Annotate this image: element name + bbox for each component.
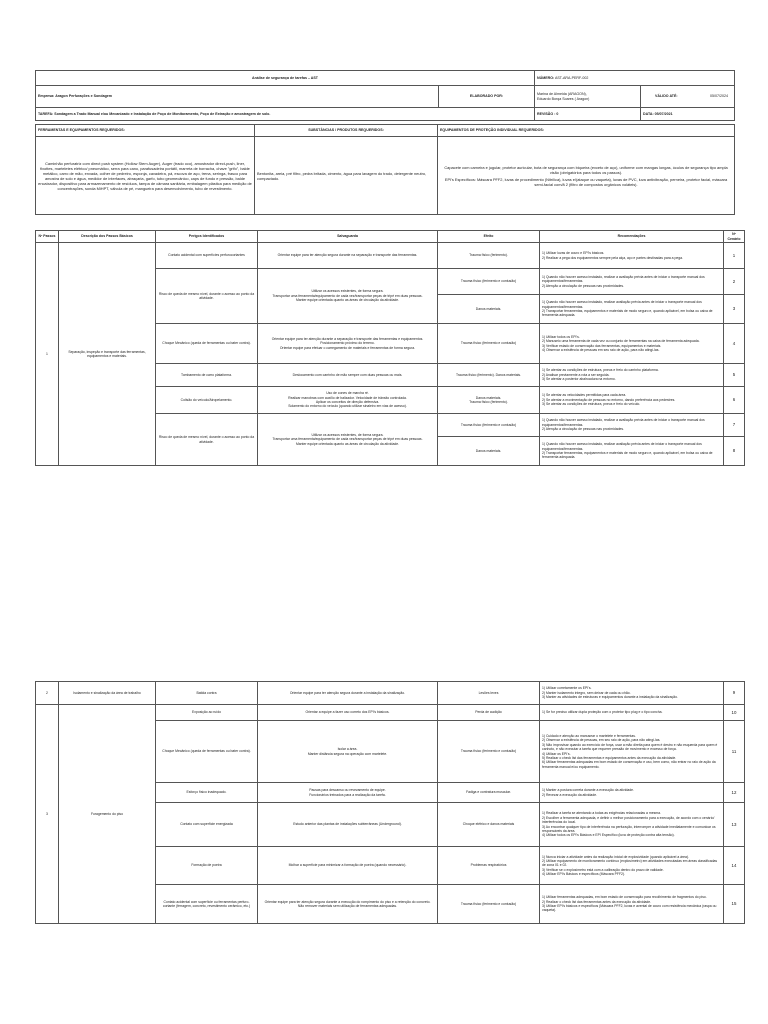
table-row	[36, 243, 745, 269]
safeguard-cell: Utilizar os acessos existentes, de forma segura. Transportar uma ferramenta/equipamento de cada vez/transportar peças de tripé em duas pessoas. Manter equipe orientada quanto as áreas de circulação da atividade.	[258, 414, 438, 466]
step-description: Isolamento e sinalização da área de trabalho	[59, 682, 156, 705]
tarefa: TAREFA: Sondagem a Trado Manual e/ou Mecanizado e Instalação de Poço de Monitoramento, Poço de Extração e amostragem de solo.	[36, 108, 535, 121]
header-table	[35, 70, 735, 121]
hazard-cell: Tombamento de carro plataforma.	[156, 364, 258, 387]
hazard-cell: Contato acidental com superfície ou ferramentas perfuro-cortante (ferragem, concreto, revestimento cerâmico, etc.)	[156, 885, 258, 924]
table-row	[36, 705, 745, 721]
document-title: Análise de segurança de tarefas – AST	[36, 71, 535, 86]
effect-cell: Fadiga e contratura muscular.	[438, 783, 540, 803]
safeguard-cell: Orientar equipe para ter atenção segura durante na separação e transporte das ferramentas.	[258, 243, 438, 269]
requirements-table	[35, 124, 735, 215]
effect-cell: Trauma físico (ferimento e contusão)	[438, 885, 540, 924]
empresa: Empresa: Aragon Perfurações e Sondagem	[36, 86, 439, 108]
recommendation-cell: 1) Utilizar luvas de couro e EPI's básicos. 2) Realizar a pega dos equipamentos sempre pela alça, aço e partes destinadas para a pega.	[540, 243, 724, 269]
recommendation-cell: 1) Nunca iniciar a atividade antes da realização inicial de explosividade (quando aplicável a área). 2) Utilizar equipamento de monitoramento contínuo (explosímetro) em atividades executadas em áreas classificadas de zona 01 e 02. 3) Verificar se o explosímetro está com a calibração dentro do prazo de validade. 4) Utilizar EPI's Básicos e específicos (Máscara PFF2).	[540, 847, 724, 885]
ferramentas-label: FERRAMENTAS E EQUIPAMENTOS REQUERIDOS:	[36, 125, 255, 137]
document-number: NÚMERO: AST-ARA-PERF-002	[535, 71, 735, 86]
recommendation-cell: 1) Quando não houver acesso instalado, realizar avaliação prévia antes de iniciar o transporte manual dos equipamentos/ferramentas. 2) Transportar ferramentas, equipamentos e materiais de modo seguro e, quando aplicável, em bolsa ou caixa de ferramenta adequada.	[540, 295, 724, 324]
step-number: 1	[36, 243, 59, 466]
scenario-number: 8	[724, 437, 745, 466]
scenario-number: 15	[724, 885, 745, 924]
recommendation-cell: 1) Se for preciso utilizar dupla proteção com o protetor tipo plug e o tipo concha.	[540, 705, 724, 721]
substancias-label: SUBSTÂNCIAS / PRODUTOS REQUERIDOS:	[255, 125, 438, 137]
recommendation-cell: 1) Cuidado e atenção ao manusear o martelete e ferramentas. 2) Observar a existência de pessoas, em seu raio de ação, para não atingi-las. 3) Não improvisar quando ao exercício de força, usar a mão direita para quem é destro e não esquerda para quem é canhoto, e não executar a tarefa que requerer pressão de movimento e excesso de força. 4) Utilizar os EPI's. 5) Realizar o check list das ferramentas e equipamentos antes da execução da atividade. 6) Utilizar ferramentas adequadas em bom estado de conservação e uso, bem como, não entrar no raio de ação da ferramenta manual e/ou equipamento.	[540, 721, 724, 783]
scenario-number: 4	[724, 324, 745, 364]
scenario-number: 13	[724, 803, 745, 847]
scenario-number: 9	[724, 682, 745, 705]
safeguard-cell: Estudo anterior das plantas de instalações subterrâneas (Underground).	[258, 803, 438, 847]
table-row	[36, 682, 745, 705]
safeguard-cell: Molhar a superfície para minimizar a formação de poeira (quando necessário).	[258, 847, 438, 885]
hazard-cell: Formação de poeira	[156, 847, 258, 885]
safeguard-cell: Isolar a área. Manter distância segura na operação com martelete.	[258, 721, 438, 783]
effect-cell: Trauma físico (ferimento).	[438, 243, 540, 269]
col-efeito: Efeito	[438, 231, 540, 243]
recommendation-cell: 1) Quando não houver acesso instalado, realizar avaliação prévia antes de iniciar o transporte manual dos equipamentos/ferramentas. 2) Transportar ferramentas, equipamentos e materiais de modo seguro e, quando aplicável, em bolsa ou caixa de ferramenta adequada.	[540, 437, 724, 466]
hazard-cell: Choque Mecânico (queda de ferramentas ou bater contra).	[156, 721, 258, 783]
effect-cell: Trauma físico (ferimento). Danos materiais.	[438, 364, 540, 387]
scenario-number: 3	[724, 295, 745, 324]
scenario-number: 14	[724, 847, 745, 885]
safeguard-cell: Orientar equipe para ter atenção segura durante a instalação da sinalização.	[258, 682, 438, 705]
effect-cell: Trauma físico (ferimento e contusão)	[438, 721, 540, 783]
safeguard-cell: Pausas para descanso ou revezamento de equipe. Funcionários treinados para a realização da tarefa.	[258, 783, 438, 803]
safeguard-cell: Deslocamento com carrinho de mão sempre com duas pessoas ou mais.	[258, 364, 438, 387]
scenario-number: 12	[724, 783, 745, 803]
recommendation-cell: 1) Se atentar as velocidades permitidas para cada área. 2) Se atentar a movimentação de pessoas no entorno, dando preferência aos pedestres. 3) Se atentar as condições de estrutura, pneus e freio do veículo.	[540, 387, 724, 414]
scenario-number: 7	[724, 414, 745, 437]
epi-label: EQUIPAMENTOS DE PROTEÇÃO INDIVIDUAL REQUERIDOS:	[438, 125, 735, 137]
scenario-table-2	[35, 681, 737, 924]
effect-cell: Problemas respiratórios	[438, 847, 540, 885]
col-recomendacoes: Recomendações	[540, 231, 724, 243]
recommendation-cell: 1) Utilizar ferramentas adequadas, em bom estado de conservação para recolhimento de fragmentos do piso. 2) Realizar o check list das ferramentas antes da execução da atividade. 3) Utilizar EPI's básicos e específicos (Máscara PFF2, luvas e avental de couro com resistência mecânica (raspa ou vaqueta).	[540, 885, 724, 924]
safeguard-cell: Orientar a equipe a fazer uso correto dos EPI's básicos.	[258, 705, 438, 721]
recommendation-cell: 1) Quando não houver acesso instalado, realizar a avaliação prévia antes de iniciar o transporte manual dos equipamentos/ferramentas. 2) Atenção a circulação de pessoas nas proximidades.	[540, 269, 724, 295]
scenario-number: 10	[724, 705, 745, 721]
safeguard-cell: Orientar equipe para ter atenção segura durante a execução do rompimento do piso e a retenção do concreto. Não remover materiais sem utilização de ferramentas adequadas.	[258, 885, 438, 924]
recommendation-cell: 1) Utilizar todos os EPI's. 2) Manuseio uma ferramenta de cada vez ou conjunto de ferramentas na caixa de ferramenta adequada. 3) Verificar estado de conservação das ferramentas, equipamentos e materiais. 4) Observar a existência de pessoas em seu raio de ação, para não atingi-las.	[540, 324, 724, 364]
effect-cell: Trauma físico (ferimento e contusão)	[438, 269, 540, 295]
validade: VÁLIDO ATÉ: 05/07/2024	[641, 86, 735, 108]
scenario-table-1	[35, 230, 741, 466]
safeguard-cell: Utilizar os acessos existentes, de forma segura. Transportar uma ferramenta/equipamento de cada vez/transportar peças de tripé em duas pessoas. Manter equipe orientada quanto as áreas de circulação da atividade.	[258, 269, 438, 324]
recommendation-cell: 1) Se atentar as condições de estrutura, pneus e freio do carrinho plataforma. 2) Analisar previamente a rota a ser seguida. 3) Se atentar a posterior abalroadura na entorno.	[540, 364, 724, 387]
hazard-cell: Choque Mecânico (queda de ferramentas ou bater contra).	[156, 324, 258, 364]
recommendation-cell: 1) Realizar a tarefa se atentando a todas as exigências relacionadas a mesma. 2) Escolher a ferramenta adequada, e definir o melhor posicionamento para a execução, de acordo com o cenário/ interferências do local. 3) Ao encontrar qualquer tipo de interferência na perfuração, interromper a atividade imediatamente e comunicar os responsáveis da área. 4) Utilizar todos os EPI's Básicos e EPI Específico (luva de proteção contra alta tensão).	[540, 803, 724, 847]
col-n-passos: Nº Passos	[36, 231, 59, 243]
data: DATA: 05/07/2021	[641, 108, 735, 121]
safeguard-cell: Uso de cones de marcha ré. Realizar manobras com auxílio de balizador. Velocidade de trânsito controlada. Aplicar os conceitos de direção defensiva. Solamento do entorno do veículo (quando utilizar sinaleiro em vias de acesso).	[258, 387, 438, 414]
hazard-cell: Contato com superfície energizada	[156, 803, 258, 847]
scenario-number: 5	[724, 364, 745, 387]
substancias-text: Bentonita, areia, pré filtro, pedra britada, cimento, água para lavagem do trado, detergente neutro, compactado.	[255, 137, 438, 215]
analysis-table-2	[35, 681, 745, 924]
recommendation-cell: 1) Quando não houver acesso instalado, realizar a avaliação prévia antes de iniciar o transporte manual dos equipamentos/ferramentas. 2) Atenção a circulação de pessoas nas proximidades.	[540, 414, 724, 437]
scenario-number: 1	[724, 243, 745, 269]
scenario-number: 2	[724, 269, 745, 295]
recommendation-cell: 1) Manter a postura correta durante a execução da atividade. 2) Revezar a execução da atividade.	[540, 783, 724, 803]
elaborado-value: Marina de Almeida (ARAGON), Eduardo Borqa Soares ( Aragon)	[535, 86, 641, 108]
col-descricao: Descrição dos Passos Básicos	[59, 231, 156, 243]
hazard-cell: Contato acidental com superfícies perfurocortantes	[156, 243, 258, 269]
effect-cell: Danos materiais. Trauma físico (ferimento).	[438, 387, 540, 414]
scenario-number: 11	[724, 721, 745, 783]
hazard-cell: Esforço físico inadequado.	[156, 783, 258, 803]
scenario-number: 6	[724, 387, 745, 414]
effect-cell: Trauma físico (ferimento e contusão)	[438, 414, 540, 437]
step-description: Separação, inspeção e transporte das ferramentas, equipamentos e materiais.	[59, 243, 156, 466]
col-perigos: Perigos Identificados	[156, 231, 258, 243]
effect-cell: Trauma físico (ferimento e contusão)	[438, 324, 540, 364]
hazard-cell: Risco de queda de mesmo nível, durante o acesso ao ponto da atividade.	[156, 414, 258, 466]
hazard-cell: Batida contra	[156, 682, 258, 705]
hazard-cell: Colisão do veículo/Atropelamento.	[156, 387, 258, 414]
effect-cell: Choque elétrico e danos materiais	[438, 803, 540, 847]
ferramentas-text: Caminhão perfuratriz com direct push system (Hollow Stem Auger), Auger (trado oco), amostrador direct-push, liner, fixottes, marteletes elétrico/ pneumático, serra para cano, parafusadeira portátil, marreta de borracha, chave "grifo", balde metálico, carro de mão, enxada, colher de pedreiro, esponja, cavadeira, pá, escova de aço, trena, seringa, frasco para amostra de solo e água, medidor de interfaces, abraçaria, garfo, tubo geomecânico, caps de fundo e pressão, balde encaixador, dispositivo para armazenamento de resíduos, tampa de câmara sanitária, embalagem plástica para medição de concentrações, sonda MiHPT, válvula de pé, mangueira para desenvolvimento, tubo de revestimento.	[36, 137, 255, 215]
col-salvaguarda: Salvaguarda	[258, 231, 438, 243]
recommendation-cell: 1) Utilizar corretamente os EPI's. 2) Manter isolamento integro, sem deixar de cada ou chão. 3) Manter as atividades de estruturas e equipamentos durante a instalação da sinalização.	[540, 682, 724, 705]
step-description: Furagemento do piso	[59, 705, 156, 924]
revisao: REVISÃO : 0	[535, 108, 641, 121]
step-number: 2	[36, 682, 59, 705]
elaborado-label: ELABORADO POR:	[439, 86, 535, 108]
effect-cell: Danos materiais.	[438, 295, 540, 324]
analysis-table-1	[35, 230, 745, 466]
ast-header-block	[35, 70, 734, 215]
effect-cell: Lesões leves	[438, 682, 540, 705]
effect-cell: Perda de audição	[438, 705, 540, 721]
hazard-cell: Exposição ao ruído	[156, 705, 258, 721]
step-number: 3	[36, 705, 59, 924]
epi-text: Capacete com carneira e jugular, protetor auricular, bota de segurança com biqueira (exceto de aço), uniforme com mangas longas, óculos de segurança tipo ampla visão (obrigatórios para todos os passos). EPI's Específicos: Máscara PFF2, luvas de procedimento (Nitrílica), luvas e/(ataque ou vaqueta), luvas de PVC, luva antivibração, perneira, protetor facial, máscara semi-facial com/ã 2 (filtro de compostos orgânicos voláteis).	[438, 137, 735, 215]
col-n-cenario: Nº Cenário	[724, 231, 745, 243]
safeguard-cell: Orientar equipe para ter atenção durante a separação e transporte das ferramentas e equipamentos. Posicionamento próximo do terreno. Orientar equipe para efetuar o carregamento de materiais e ferramentas de forma segura.	[258, 324, 438, 364]
hazard-cell: Risco de queda de mesmo nível, durante o acesso ao ponto da atividade.	[156, 269, 258, 324]
effect-cell: Danos materiais.	[438, 437, 540, 466]
